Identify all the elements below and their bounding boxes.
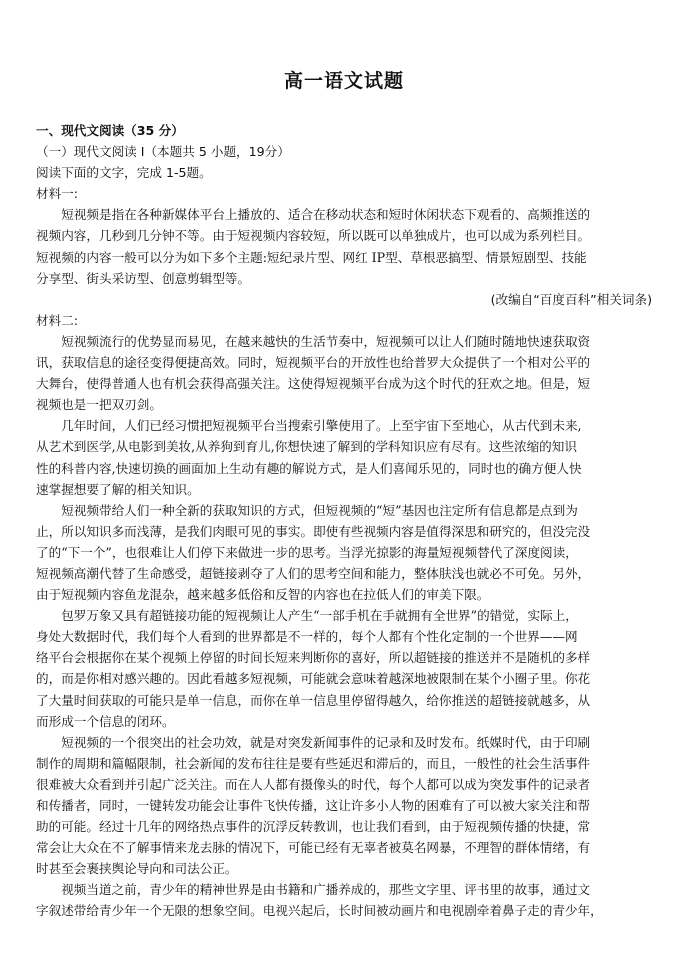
paragraph bbox=[36, 732, 652, 880]
instruction-text: 阅读下面的文字，完成 1-5题。 bbox=[36, 165, 212, 181]
source-citation: (改编自“百度百科”相关词条) bbox=[490, 291, 652, 307]
paragraph bbox=[36, 415, 652, 499]
text-line: 讯，获取信息的途径变得便捷高效。同时，短视频平台的开放性也给普罗大众提供了一个相对公平的 bbox=[36, 355, 591, 371]
paragraph bbox=[36, 331, 652, 415]
page-title: 高一语文试题 bbox=[283, 70, 404, 92]
text-line: 视频当道之前，青少年的精神世界是由书籍和广播养成的，那些文字里、评书里的故事，通过文 bbox=[61, 882, 591, 898]
text-line: 速掌握想要了解的相关知识。 bbox=[36, 481, 200, 497]
material-one-paragraph bbox=[36, 204, 652, 288]
text-line: 短视频是指在各种新媒体平台上播放的、适合在移动状态和短时休闲状态下观看的、高频推送的 bbox=[61, 207, 591, 223]
paragraph bbox=[36, 605, 652, 732]
text-line: 包罗万象又具有超链接功能的短视频让人产生“一部手机在手就拥有全世界”的错觉，实际上， bbox=[61, 608, 578, 624]
text-line: 时甚至会裹挟舆论导向和司法公正。 bbox=[36, 861, 238, 877]
text-line: 短视频流行的优势显而易见，在越来越快的生活节奏中，短视频可以让人们随时随地快速获取资 bbox=[61, 333, 591, 349]
text-line: 了大量时间获取的可能只是单一信息，而你在单一信息里停留得越久，给你推送的超链接就越多，从 bbox=[36, 692, 591, 708]
document-body bbox=[36, 120, 652, 922]
text-line: 短视频的一个很突出的社会功效，就是对突发新闻事件的记录和及时发布。纸媒时代，由于印刷 bbox=[61, 734, 591, 750]
text-line: 大舞台，使得普通人也有机会获得高强关注。这使得短视频平台成为这个时代的狂欢之地。但是，短 bbox=[36, 376, 591, 392]
text-line: 而形成一个信息的闭环。 bbox=[36, 713, 175, 729]
section-heading: 一、现代文阅读（35 分） bbox=[36, 123, 184, 138]
material-two-label: 材料二: bbox=[36, 312, 79, 328]
text-line: 性的科普内容,快速切换的画面加上生动有趣的解说方式，是人们喜闻乐见的，同时也的确方便人快 bbox=[36, 460, 582, 476]
text-line: 助的可能。经过十几年的网络热点事件的沉浮反转教训，也让我们看到，由于短视频传播的快捷，常 bbox=[36, 819, 591, 835]
text-line: 很难被大众看到并引起广泛关注。而在人人都有摄像头的时代，每个人都可以成为突发事件的记录者 bbox=[36, 776, 591, 792]
text-line: 常会让大众在不了解事情来龙去脉的情况下，可能已经有无辜者被莫名网暴，不理智的群体情绪，有 bbox=[36, 840, 591, 856]
paragraph bbox=[36, 500, 652, 605]
text-line: 字叙述带给青少年一个无限的想象空间。电视兴起后，长时间被动画片和电视剧牵着鼻子走的青少年， bbox=[36, 903, 603, 919]
text-line: 视频也是一把双刃剑。 bbox=[36, 397, 162, 413]
text-line: 制作的周期和篇幅限制，社会新闻的发布往往是要有些延迟和滞后的，而且，一般性的社会生活事件 bbox=[36, 755, 591, 771]
text-line: 身处大数据时代，我们每个人看到的世界都是不一样的，每个人都有个性化定制的一个世界——网 bbox=[36, 629, 578, 645]
text-line: 的，而是你相对感兴趣的。因此看越多短视频，可能就会意味着越深地被限制在某个小圈子里。你花 bbox=[36, 671, 591, 687]
text-line: 由于短视频内容鱼龙混杂，越来越多低俗和反智的内容也在拉低人们的审美下限。 bbox=[36, 587, 490, 603]
text-line: 几年时间，人们已经习惯把短视频平台当搜索引擎使用了。上至宇宙下至地心，从古代到未来, bbox=[61, 418, 582, 434]
material-one-label: 材料一: bbox=[36, 186, 79, 202]
paragraph bbox=[36, 879, 652, 921]
text-line: 络平台会根据你在某个视频上停留的时间长短来判断你的喜好，所以超链接的推送并不是随机的多样 bbox=[36, 650, 591, 666]
text-line: 视频内容，几秒到几分钟不等。由于短视频内容较短，所以既可以单独成片，也可以成为系列栏目。 bbox=[36, 228, 591, 244]
text-line: 分享型、街头采访型、创意剪辑型等。 bbox=[36, 270, 251, 286]
subsection-heading: （一）现代文阅读 I（本题共 5 小题，19分） bbox=[36, 144, 290, 160]
text-line: 短视频的内容一般可以分为如下多个主题:短纪录片型、网红 IP型、草根恶搞型、情景短剧型、技能 bbox=[36, 249, 587, 265]
text-line: 短视频高潮代替了生命感受，超链接剥夺了人们的思考空间和能力，整体肤浅也就必不可免。另外， bbox=[36, 565, 591, 581]
text-line: 了的“下一个”，也很难让人们停下来做进一步的思考。当浮光掠影的海量短视频替代了深度阅读， bbox=[36, 544, 578, 560]
text-line: 从艺术到医学,从电影到美妆,从养狗到育儿,你想快速了解到的学科知识应有尽有。这些浓缩的知识 bbox=[36, 439, 577, 455]
text-line: 止，所以知识多而浅薄，是我们肉眼可见的事实。即使有些视频内容是值得深思和研究的，但没完没 bbox=[36, 523, 591, 539]
text-line: 短视频带给人们一种全新的获取知识的方式，但短视频的“短”基因也注定所有信息都是点到为 bbox=[61, 502, 578, 518]
text-line: 和传播者，同时，一键转发功能会让事件飞快传播，这让许多小人物的困难有了可以被大家关注和帮 bbox=[36, 798, 591, 813]
